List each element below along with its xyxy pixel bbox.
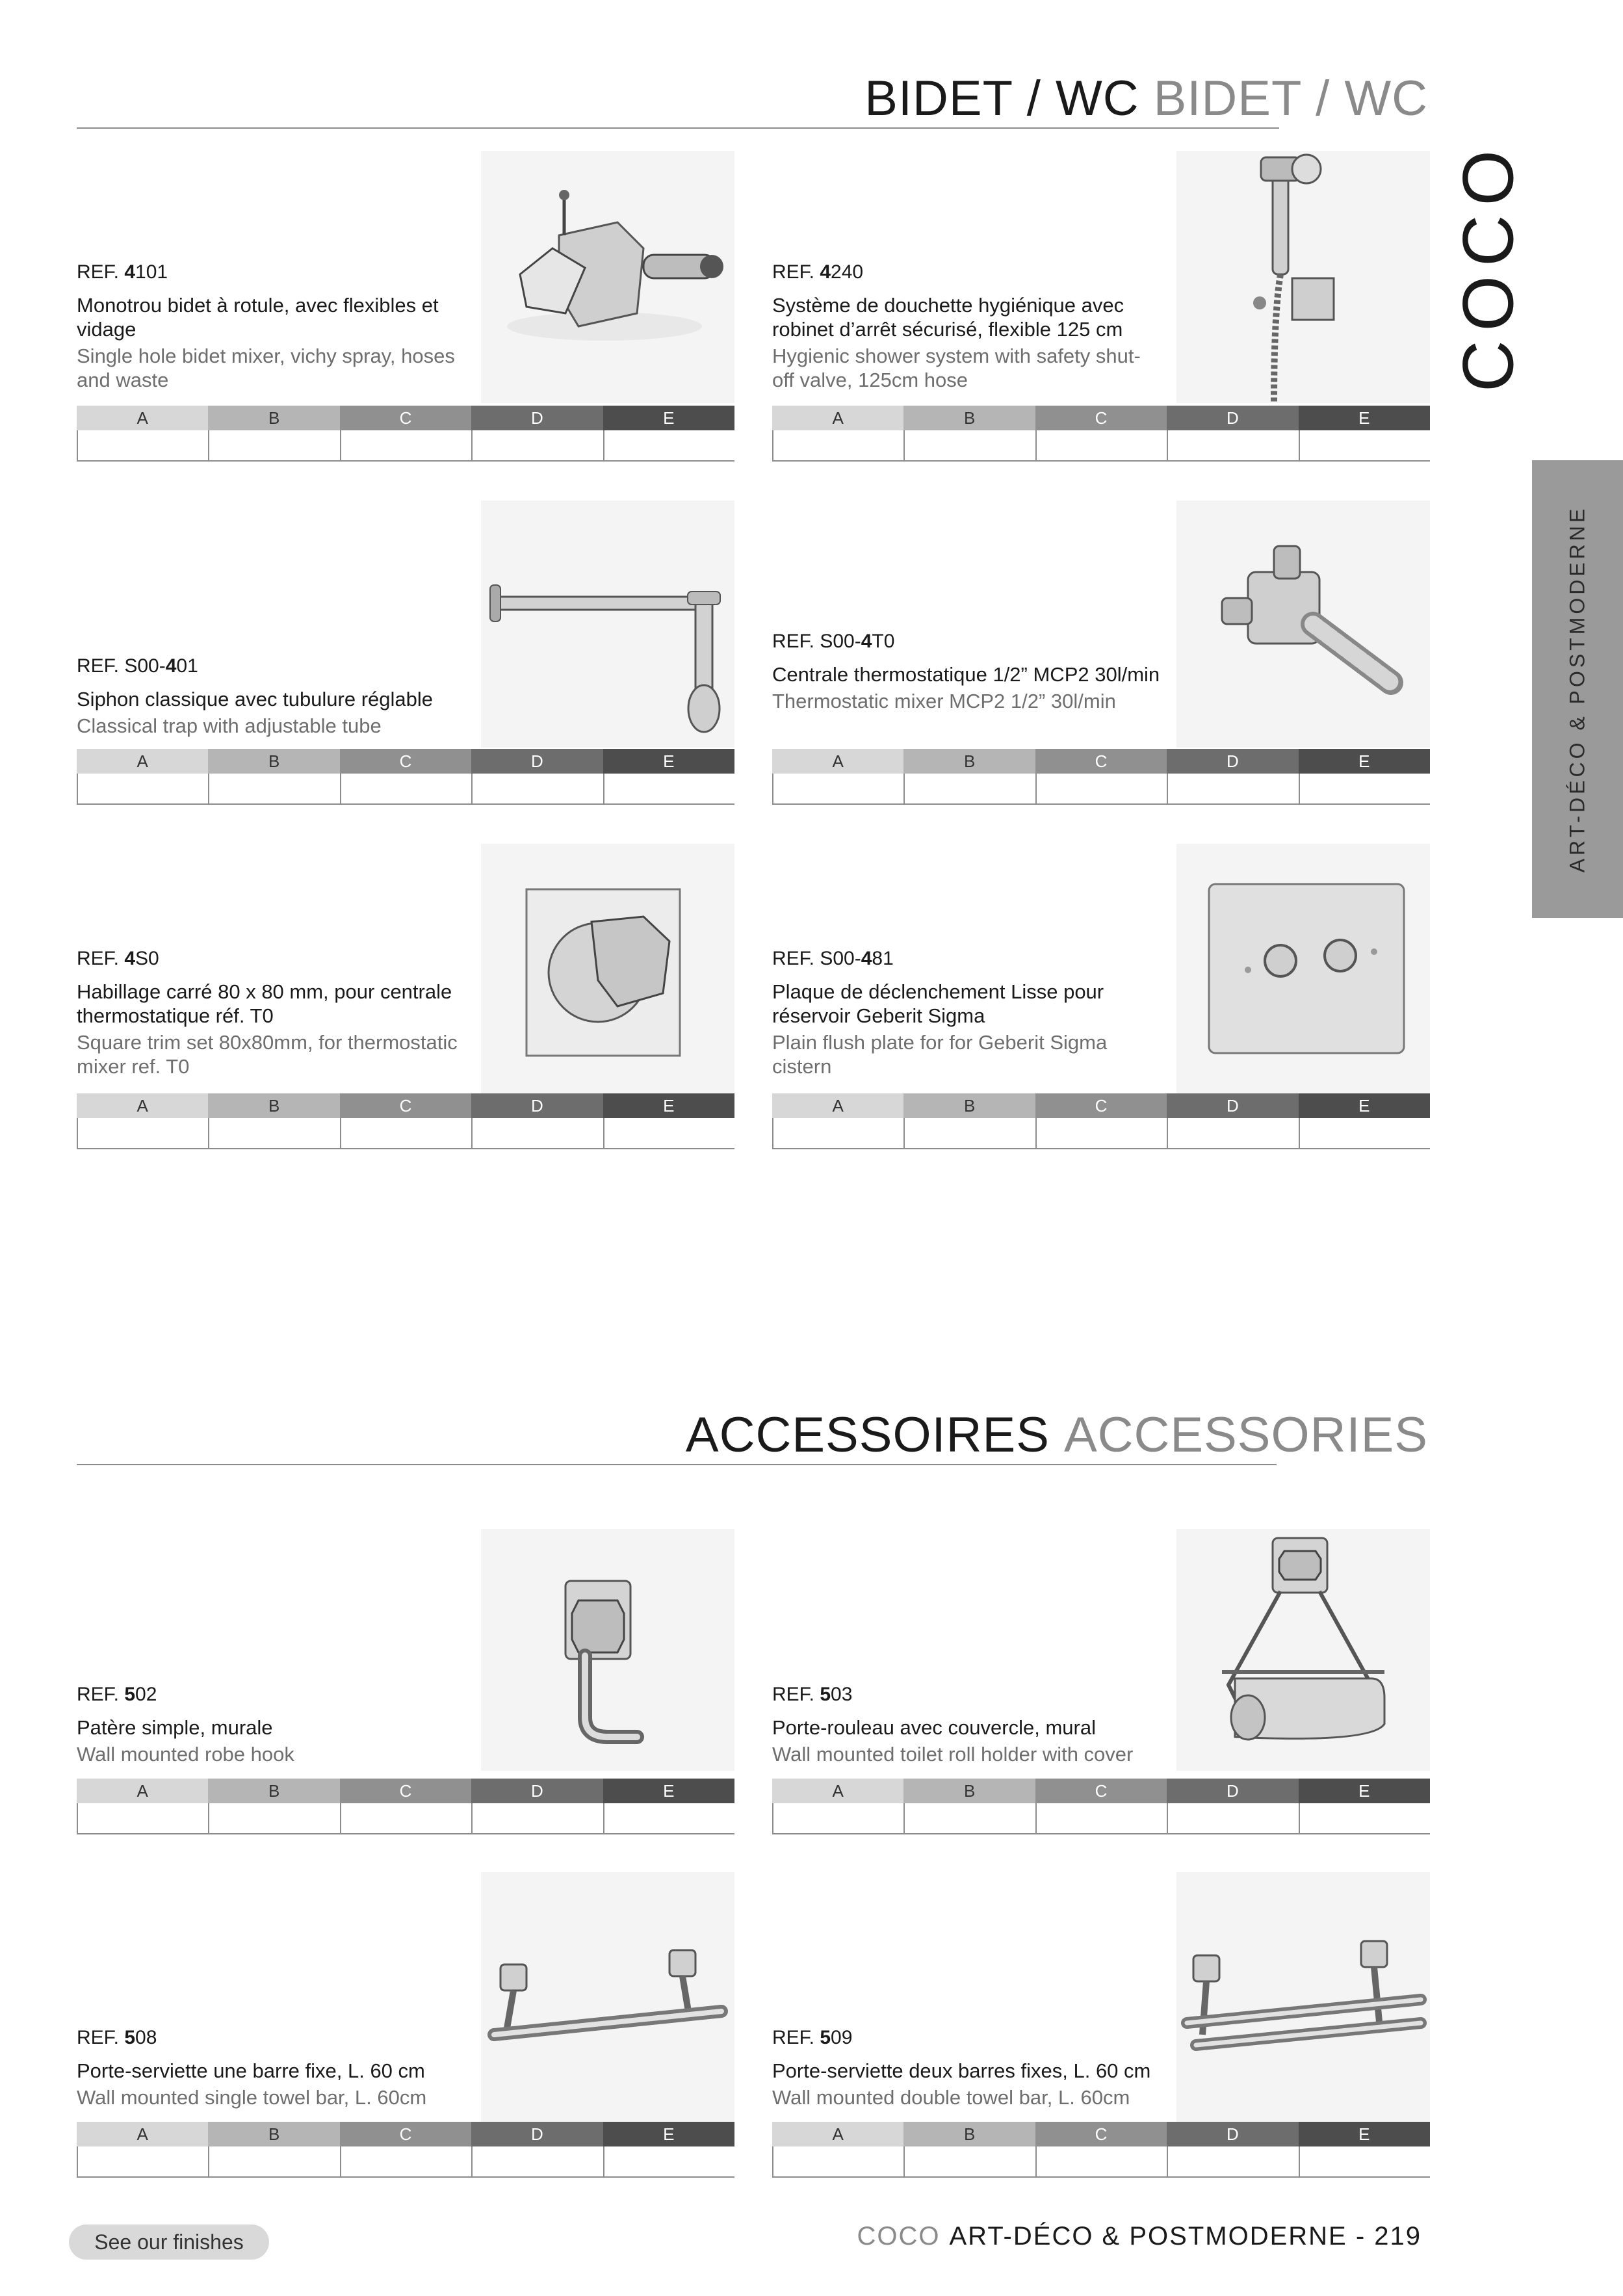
ref-rest: 08 bbox=[135, 2027, 157, 2048]
product-card bbox=[772, 844, 1430, 1156]
product-card bbox=[77, 1872, 734, 2184]
ref-prefix: REF. bbox=[77, 948, 125, 969]
product-card bbox=[77, 1529, 734, 1841]
product-desc-en: Wall mounted robe hook bbox=[77, 1743, 294, 1766]
single-towel-bar-icon bbox=[481, 1872, 734, 2122]
grid-header-c: C bbox=[340, 2122, 471, 2146]
grid-header-e: E bbox=[603, 749, 734, 774]
finish-grid[interactable] bbox=[772, 2122, 1430, 2178]
product-image bbox=[481, 1529, 734, 1771]
product-desc-fr: Siphon classique avec tubulure réglable bbox=[77, 688, 434, 711]
finish-grid[interactable] bbox=[77, 2122, 734, 2178]
product-card bbox=[772, 501, 1430, 813]
grid-cell[interactable] bbox=[471, 2146, 603, 2176]
product-desc-fr: Monotrou bidet à rotule, avec flexibles et vidage bbox=[77, 294, 439, 341]
product-ref bbox=[77, 2026, 467, 2050]
grid-cell[interactable] bbox=[903, 1803, 1035, 1833]
product-image bbox=[1176, 1872, 1430, 2122]
grid-header-e: E bbox=[1299, 1779, 1430, 1803]
grid-header-a: A bbox=[77, 2122, 208, 2146]
product-ref bbox=[77, 260, 467, 284]
siphon-trap-icon bbox=[481, 501, 734, 748]
grid-cell[interactable] bbox=[903, 1118, 1035, 1148]
grid-cell[interactable] bbox=[208, 774, 339, 803]
grid-cell[interactable] bbox=[340, 2146, 471, 2176]
grid-header-b: B bbox=[208, 2122, 339, 2146]
product-desc-en: Plain flush plate for for Geberit Sigma cistern bbox=[772, 1031, 1108, 1078]
grid-header-b: B bbox=[903, 1093, 1035, 1118]
grid-cell[interactable] bbox=[603, 1803, 734, 1833]
product-card bbox=[772, 1529, 1430, 1841]
product-desc-fr: Centrale thermostatique 1/2” MCP2 30l/min bbox=[772, 663, 1160, 686]
double-towel-bar-icon bbox=[1176, 1872, 1430, 2122]
grid-cell[interactable] bbox=[471, 1803, 603, 1833]
grid-cell[interactable] bbox=[340, 1803, 471, 1833]
ref-prefix: REF. bbox=[77, 2027, 125, 2048]
product-image bbox=[1176, 151, 1430, 403]
grid-header-d: D bbox=[471, 406, 603, 430]
finish-grid[interactable] bbox=[77, 406, 734, 462]
grid-header-b: B bbox=[903, 749, 1035, 774]
finish-grid[interactable] bbox=[772, 1093, 1430, 1149]
grid-cell[interactable] bbox=[903, 774, 1035, 803]
product-image bbox=[481, 1872, 734, 2122]
grid-header-d: D bbox=[471, 2122, 603, 2146]
ref-rest: 09 bbox=[831, 2027, 853, 2048]
grid-cell[interactable] bbox=[208, 430, 339, 460]
grid-cell[interactable] bbox=[903, 2146, 1035, 2176]
product-desc-en: Wall mounted single towel bar, L. 60cm bbox=[77, 2086, 427, 2109]
grid-cell[interactable] bbox=[208, 2146, 339, 2176]
grid-header-c: C bbox=[340, 749, 471, 774]
product-image bbox=[1176, 501, 1430, 748]
product-ref bbox=[772, 629, 1162, 653]
ref-prefix: REF. bbox=[772, 261, 820, 283]
grid-cell[interactable] bbox=[1035, 774, 1167, 803]
grid-cell[interactable] bbox=[772, 1803, 903, 1833]
finish-grid[interactable] bbox=[77, 749, 734, 805]
ref-bold: 4 bbox=[820, 261, 831, 283]
ref-prefix: REF. bbox=[77, 261, 125, 283]
grid-cell[interactable] bbox=[471, 774, 603, 803]
see-finishes-button[interactable]: See our finishes bbox=[69, 2224, 269, 2260]
grid-header-b: B bbox=[208, 1779, 339, 1803]
grid-cell[interactable] bbox=[1299, 1803, 1430, 1833]
product-card bbox=[772, 1872, 1430, 2184]
ref-rest: 02 bbox=[135, 1684, 157, 1705]
grid-header-e: E bbox=[603, 1779, 734, 1803]
grid-header-b: B bbox=[903, 2122, 1035, 2146]
grid-header-d: D bbox=[471, 1779, 603, 1803]
grid-header-a: A bbox=[772, 1779, 903, 1803]
grid-header-e: E bbox=[603, 2122, 734, 2146]
grid-header-b: B bbox=[208, 749, 339, 774]
grid-cell[interactable] bbox=[77, 2146, 208, 2176]
ref-rest: 101 bbox=[135, 261, 168, 283]
section-title-en: BIDET / WC bbox=[1153, 71, 1428, 126]
grid-cell[interactable] bbox=[1299, 430, 1430, 460]
grid-header-d: D bbox=[471, 1093, 603, 1118]
grid-cell[interactable] bbox=[340, 1118, 471, 1148]
ref-bold: 4 bbox=[861, 631, 872, 652]
product-desc-fr: Système de douchette hygiénique avec robinet d’arrêt sécurisé, flexible 125 cm bbox=[772, 294, 1124, 341]
grid-header-d: D bbox=[1167, 2122, 1298, 2146]
ref-rest: S0 bbox=[135, 948, 159, 969]
ref-rest: 03 bbox=[831, 1684, 853, 1705]
ref-bold: 4 bbox=[124, 261, 136, 283]
grid-cell[interactable] bbox=[603, 1118, 734, 1148]
grid-cell[interactable] bbox=[1167, 430, 1298, 460]
flush-plate-icon bbox=[1176, 844, 1430, 1093]
section-title-en: ACCESSORIES bbox=[1063, 1407, 1428, 1463]
grid-cell[interactable] bbox=[1167, 1803, 1298, 1833]
grid-header-e: E bbox=[1299, 1093, 1430, 1118]
grid-header-a: A bbox=[772, 406, 903, 430]
grid-cell[interactable] bbox=[1299, 2146, 1430, 2176]
finish-grid[interactable] bbox=[772, 406, 1430, 462]
grid-header-c: C bbox=[340, 406, 471, 430]
grid-cell[interactable] bbox=[1035, 430, 1167, 460]
grid-header-a: A bbox=[77, 406, 208, 430]
ref-bold: 5 bbox=[124, 1684, 136, 1705]
grid-header-c: C bbox=[1035, 749, 1167, 774]
grid-header-b: B bbox=[208, 406, 339, 430]
grid-cell[interactable] bbox=[772, 774, 903, 803]
product-image bbox=[481, 844, 734, 1093]
product-desc-fr: Habillage carré 80 x 80 mm, pour centrale thermostatique réf. T0 bbox=[77, 980, 452, 1027]
thermostatic-mixer-icon bbox=[1176, 501, 1430, 748]
ref-bold: 4 bbox=[124, 948, 136, 969]
grid-header-e: E bbox=[1299, 749, 1430, 774]
finish-grid[interactable] bbox=[77, 1779, 734, 1834]
grid-header-d: D bbox=[1167, 749, 1298, 774]
product-desc-en: Single hole bidet mixer, vichy spray, hoses and waste bbox=[77, 345, 455, 391]
grid-header-a: A bbox=[772, 2122, 903, 2146]
ref-bold: 5 bbox=[820, 2027, 831, 2048]
product-desc-en: Classical trap with adjustable tube bbox=[77, 714, 382, 737]
toilet-roll-holder-icon bbox=[1176, 1529, 1430, 1771]
grid-header-e: E bbox=[603, 1093, 734, 1118]
grid-cell[interactable] bbox=[1167, 774, 1298, 803]
section-rule bbox=[77, 1464, 1277, 1465]
ref-prefix: REF. bbox=[772, 1684, 820, 1705]
product-card bbox=[77, 844, 734, 1156]
grid-cell[interactable] bbox=[471, 1118, 603, 1148]
grid-header-a: A bbox=[77, 749, 208, 774]
product-desc-en: Hygienic shower system with safety shut-off valve, 125cm hose bbox=[772, 345, 1141, 391]
ref-prefix: REF. S00- bbox=[772, 948, 861, 969]
product-card bbox=[77, 501, 734, 813]
grid-cell[interactable] bbox=[1035, 2146, 1167, 2176]
product-desc-en: Square trim set 80x80mm, for thermostatic mixer ref. T0 bbox=[77, 1031, 458, 1078]
product-image bbox=[1176, 844, 1430, 1093]
product-ref bbox=[77, 946, 467, 971]
ref-bold: 4 bbox=[861, 948, 872, 969]
product-card bbox=[772, 151, 1430, 463]
grid-header-b: B bbox=[903, 406, 1035, 430]
product-desc-en: Wall mounted double towel bar, L. 60cm bbox=[772, 2086, 1130, 2109]
grid-cell[interactable] bbox=[340, 774, 471, 803]
product-card bbox=[77, 151, 734, 463]
product-ref bbox=[772, 260, 1162, 284]
grid-header-d: D bbox=[1167, 1779, 1298, 1803]
grid-header-e: E bbox=[603, 406, 734, 430]
ref-rest: 81 bbox=[872, 948, 894, 969]
grid-header-a: A bbox=[77, 1779, 208, 1803]
grid-cell[interactable] bbox=[772, 430, 903, 460]
product-ref bbox=[772, 946, 1162, 971]
grid-cell[interactable] bbox=[77, 430, 208, 460]
bidet-mixer-icon bbox=[481, 151, 734, 403]
ref-bold: 5 bbox=[820, 1684, 831, 1705]
grid-header-c: C bbox=[340, 1093, 471, 1118]
product-image bbox=[1176, 1529, 1430, 1771]
grid-header-d: D bbox=[471, 749, 603, 774]
ref-rest: 240 bbox=[831, 261, 864, 283]
product-image bbox=[481, 501, 734, 748]
section-title-fr: BIDET / WC bbox=[864, 71, 1139, 126]
robe-hook-icon bbox=[481, 1529, 734, 1771]
side-tab[interactable] bbox=[1532, 460, 1623, 918]
grid-header-c: C bbox=[1035, 1093, 1167, 1118]
grid-cell[interactable] bbox=[1035, 1118, 1167, 1148]
grid-cell[interactable] bbox=[208, 1118, 339, 1148]
finish-grid[interactable] bbox=[772, 749, 1430, 805]
grid-header-e: E bbox=[1299, 406, 1430, 430]
product-desc-en: Thermostatic mixer MCP2 1/2” 30l/min bbox=[772, 690, 1116, 712]
grid-cell[interactable] bbox=[77, 774, 208, 803]
grid-cell[interactable] bbox=[772, 2146, 903, 2176]
grid-cell[interactable] bbox=[1167, 1118, 1298, 1148]
grid-header-b: B bbox=[903, 1779, 1035, 1803]
product-desc-fr: Patère simple, murale bbox=[77, 1716, 273, 1739]
product-ref bbox=[772, 2026, 1162, 2050]
finish-grid[interactable] bbox=[77, 1093, 734, 1149]
grid-header-d: D bbox=[1167, 1093, 1298, 1118]
product-ref bbox=[772, 1682, 1162, 1706]
product-desc-fr: Porte-serviette une barre fixe, L. 60 cm bbox=[77, 2059, 425, 2082]
product-desc-fr: Plaque de déclenchement Lisse pour réservoir Geberit Sigma bbox=[772, 980, 1104, 1027]
grid-cell[interactable] bbox=[208, 1803, 339, 1833]
grid-header-c: C bbox=[1035, 406, 1167, 430]
product-desc-en: Wall mounted toilet roll holder with cover bbox=[772, 1743, 1134, 1766]
section-title-fr: ACCESSOIRES bbox=[685, 1407, 1050, 1463]
square-trim-icon bbox=[481, 844, 734, 1093]
grid-cell[interactable] bbox=[603, 774, 734, 803]
grid-cell[interactable] bbox=[1167, 2146, 1298, 2176]
grid-header-a: A bbox=[772, 1093, 903, 1118]
product-desc-fr: Porte-rouleau avec couvercle, mural bbox=[772, 1716, 1096, 1739]
footer-page-label: ART-DÉCO & POSTMODERNE - 219 bbox=[949, 2222, 1422, 2250]
product-ref bbox=[77, 1682, 467, 1706]
section-rule bbox=[77, 127, 1279, 129]
grid-cell[interactable] bbox=[903, 430, 1035, 460]
grid-cell[interactable] bbox=[1299, 1118, 1430, 1148]
footer-collection: COCO bbox=[857, 2222, 941, 2250]
side-tab-label: ART-DÉCO & POSTMODERNE bbox=[1565, 505, 1589, 873]
grid-cell[interactable] bbox=[1035, 1803, 1167, 1833]
ref-bold: 4 bbox=[165, 655, 177, 677]
grid-cell[interactable] bbox=[772, 1118, 903, 1148]
section-title-bidet bbox=[864, 70, 1428, 127]
section-title-accessories bbox=[686, 1407, 1428, 1463]
brand-vertical bbox=[1448, 141, 1529, 392]
grid-cell[interactable] bbox=[340, 430, 471, 460]
ref-prefix: REF. S00- bbox=[77, 655, 166, 677]
finish-grid[interactable] bbox=[772, 1779, 1430, 1834]
ref-prefix: REF. bbox=[77, 1684, 125, 1705]
ref-rest: 01 bbox=[176, 655, 198, 677]
grid-cell[interactable] bbox=[77, 1118, 208, 1148]
grid-header-e: E bbox=[1299, 2122, 1430, 2146]
grid-header-b: B bbox=[208, 1093, 339, 1118]
grid-cell[interactable] bbox=[603, 2146, 734, 2176]
grid-cell[interactable] bbox=[603, 430, 734, 460]
grid-cell[interactable] bbox=[77, 1803, 208, 1833]
ref-bold: 5 bbox=[124, 2027, 136, 2048]
grid-header-c: C bbox=[340, 1779, 471, 1803]
grid-header-a: A bbox=[772, 749, 903, 774]
grid-cell[interactable] bbox=[471, 430, 603, 460]
product-desc-fr: Porte-serviette deux barres fixes, L. 60 cm bbox=[772, 2059, 1151, 2082]
grid-cell[interactable] bbox=[1299, 774, 1430, 803]
brand-label: COCO bbox=[1448, 141, 1529, 392]
page-footer bbox=[857, 2222, 1422, 2251]
ref-prefix: REF. S00- bbox=[772, 631, 861, 652]
grid-header-c: C bbox=[1035, 2122, 1167, 2146]
grid-header-a: A bbox=[77, 1093, 208, 1118]
grid-header-d: D bbox=[1167, 406, 1298, 430]
hygienic-shower-icon bbox=[1176, 151, 1430, 403]
grid-header-c: C bbox=[1035, 1779, 1167, 1803]
product-image bbox=[481, 151, 734, 403]
ref-rest: T0 bbox=[872, 631, 895, 652]
product-ref bbox=[77, 654, 467, 678]
ref-prefix: REF. bbox=[772, 2027, 820, 2048]
